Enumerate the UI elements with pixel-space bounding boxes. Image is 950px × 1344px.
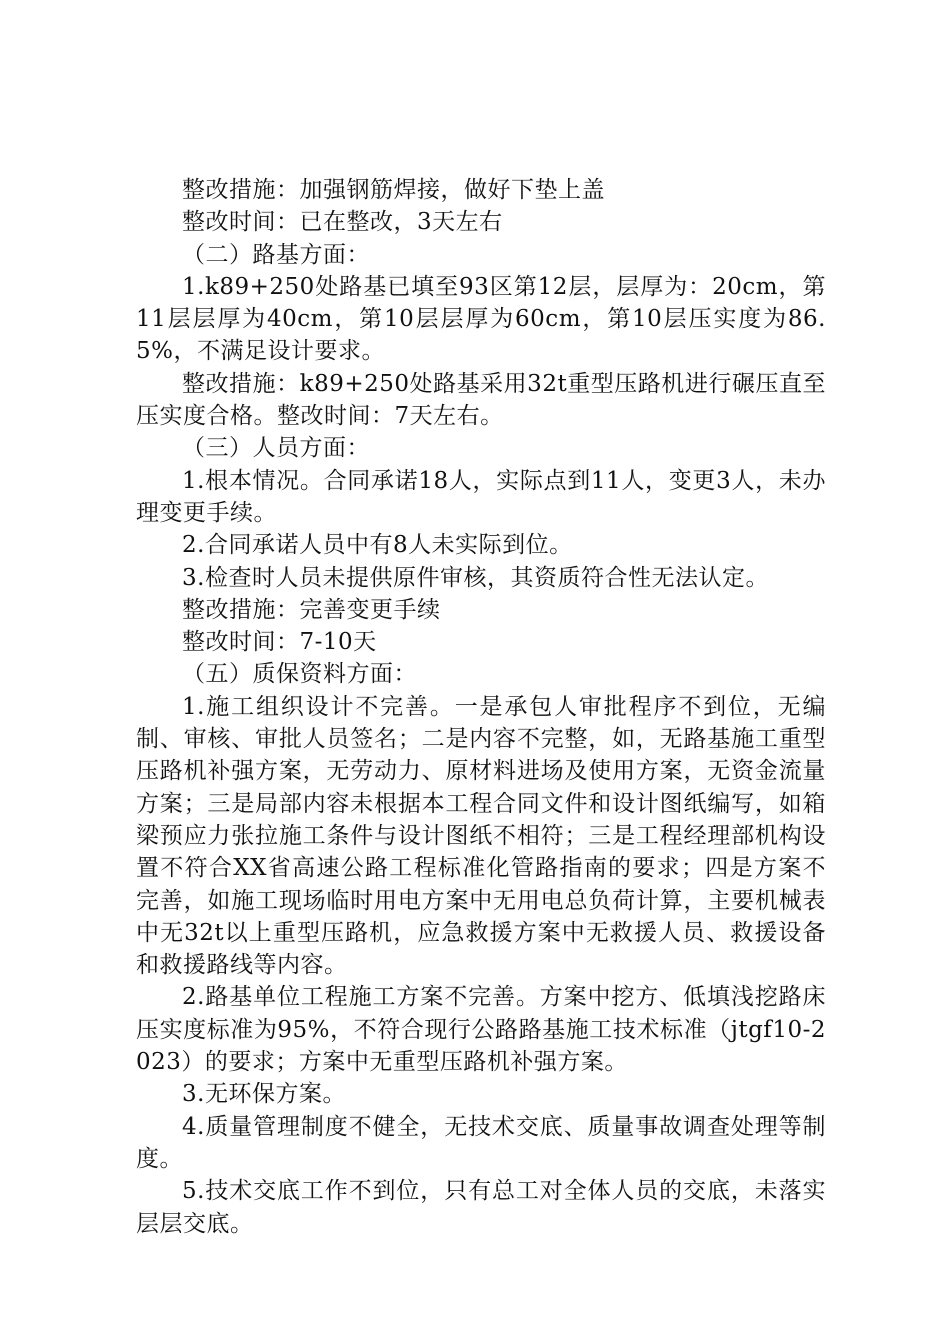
paragraph: 整改措施：加强钢筋焊接，做好下垫上盖: [182, 177, 605, 203]
paragraph: 1.根本情况。合同承诺18人，实际点到11人，变更3人，未办理变更手续。: [136, 467, 826, 526]
paragraph: 2.合同承诺人员中有8人未实际到位。: [182, 532, 573, 559]
paragraph: 3.无环保方案。: [182, 1081, 346, 1108]
paragraph: 3.检查时人员未提供原件审核，其资质符合性无法认定。: [182, 564, 769, 591]
section-heading: （二）路基方面：: [182, 241, 370, 268]
paragraph: 1.施工组织设计不完善。一是承包人审批程序不到位，无编制、审核、审批人员签名；二是内容不完整，如，无路基施工重型压路机补强方案，无劳动力、原材料进场及使用方案，无资金流量方案；三是局部内容未根据本工程合同文件和设计图纸编写，如箱梁预应力张拉施工条件与设计图纸不相符；三是工程经理部机构设置不符合XX省高速公路工程标准化管路指南的要求；四是方案不完善，如施工现场临时用电方案中无用电总负荷计算，主要机械表中无32t以上重型压路机，应急救援方案中无救援人员、救援设备和救援路线等内容。: [136, 693, 826, 979]
section-heading: （五）质保资料方面：: [182, 661, 417, 688]
paragraph: 整改时间：7-10天: [182, 629, 377, 656]
paragraph: 1.k89+250处路基已填至93区第12层，层厚为：20cm，第11层层厚为40cm，第10层层厚为60cm，第10层压实度为86.5%，不满足设计要求。: [136, 273, 826, 365]
document-body: [136, 174, 826, 1240]
paragraph: 4.质量管理制度不健全，无技术交底、质量事故调查处理等制度。: [136, 1113, 826, 1172]
paragraph: 整改时间：已在整改，3天左右: [182, 209, 503, 236]
paragraph: 整改措施：完善变更手续: [182, 596, 441, 623]
paragraph: 2.路基单位工程施工方案不完善。方案中挖方、低填浅挖路床压实度标准为95%，不符合现行公路路基施工技术标准（jtgf10-2023）的要求；方案中无重型压路机补强方案。: [136, 984, 826, 1076]
paragraph: 5.技术交底工作不到位，只有总工对全体人员的交底，未落实层层交底。: [136, 1178, 826, 1237]
section-heading: （三）人员方面：: [182, 435, 370, 462]
paragraph: 整改措施：k89+250处路基采用32t重型压路机进行碾压直至压实度合格。整改时间：7天左右。: [136, 370, 826, 430]
